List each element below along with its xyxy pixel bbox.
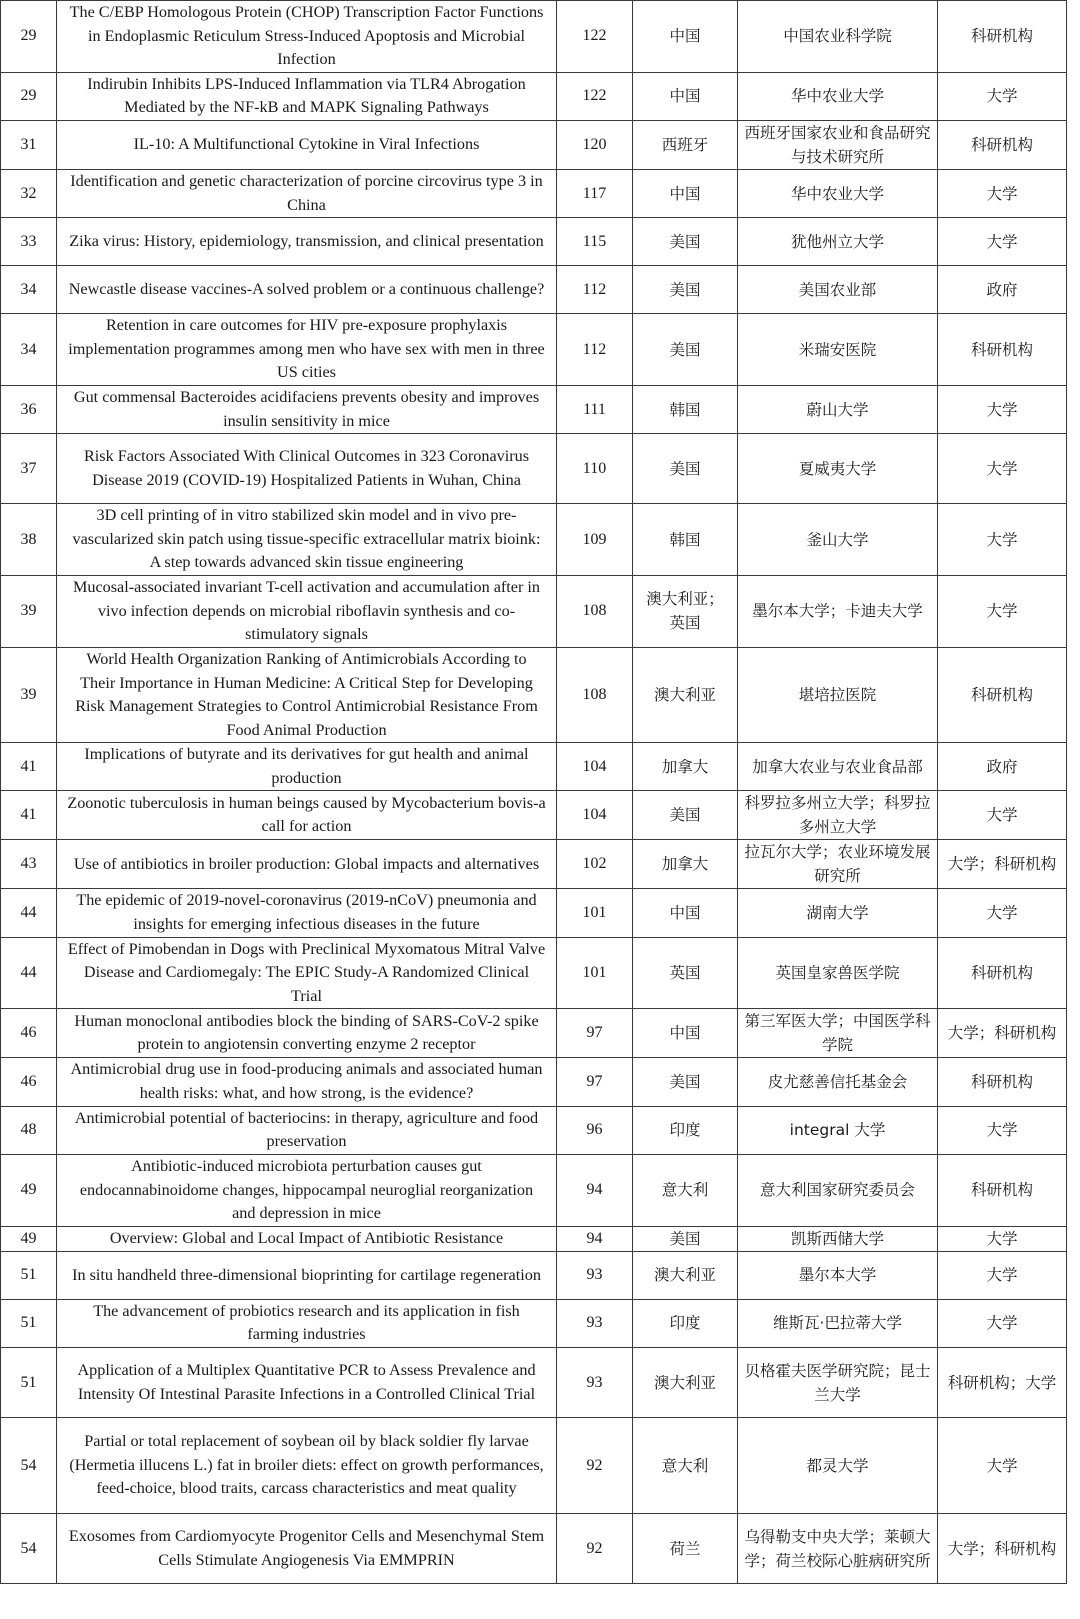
rank-cell: 46 [1, 1058, 57, 1106]
citations-cell: 93 [557, 1299, 633, 1347]
institution-cell: 犹他州立大学 [738, 218, 938, 266]
title-cell: IL-10: A Multifunctional Cytokine in Viral Infections [57, 120, 557, 169]
rank-cell: 36 [1, 385, 57, 433]
rank-cell: 31 [1, 120, 57, 169]
type-cell: 大学 [938, 575, 1067, 647]
country-cell: 澳大利亚 [633, 647, 738, 742]
type-cell: 科研机构 [938, 1, 1067, 73]
citations-cell: 102 [557, 840, 633, 889]
title-cell: Newcastle disease vaccines-A solved problem or a continuous challenge? [57, 266, 557, 314]
table-row [1, 1058, 1067, 1106]
rank-cell: 39 [1, 575, 57, 647]
table-row [1, 1154, 1067, 1226]
type-cell: 科研机构 [938, 1154, 1067, 1226]
title-cell: World Health Organization Ranking of Antimicrobials According to Their Importance in Human Medicine: A Critical Step for Developing Risk Management Strategies to Control Antimicrobial Resistance From Food Animal Production [57, 647, 557, 742]
institution-cell: 拉瓦尔大学；农业环境发展研究所 [738, 840, 938, 889]
type-cell: 大学 [938, 1299, 1067, 1347]
title-cell: Exosomes from Cardiomyocyte Progenitor Cells and Mesenchymal Stem Cells Stimulate Angiogenesis Via EMMPRIN [57, 1514, 557, 1584]
type-cell: 大学；科研机构 [938, 1009, 1067, 1058]
country-cell: 美国 [633, 266, 738, 314]
title-cell: Antimicrobial potential of bacteriocins: in therapy, agriculture and food preservation [57, 1106, 557, 1154]
table-row [1, 72, 1067, 120]
title-cell: Identification and genetic characterization of porcine circovirus type 3 in China [57, 169, 557, 217]
type-cell: 大学 [938, 1418, 1067, 1514]
institution-cell: 中国农业科学院 [738, 1, 938, 73]
type-cell: 科研机构 [938, 1058, 1067, 1106]
rank-cell: 37 [1, 434, 57, 504]
country-cell: 美国 [633, 791, 738, 840]
citations-cell: 122 [557, 1, 633, 73]
rank-cell: 49 [1, 1226, 57, 1251]
country-cell: 澳大利亚 [633, 1251, 738, 1299]
institution-cell: 美国农业部 [738, 266, 938, 314]
country-cell: 印度 [633, 1106, 738, 1154]
title-cell: Retention in care outcomes for HIV pre-exposure prophylaxis implementation programmes among men who have sex with men in three US cities [57, 314, 557, 386]
citations-cell: 93 [557, 1251, 633, 1299]
citations-cell: 120 [557, 120, 633, 169]
citations-cell: 101 [557, 937, 633, 1009]
country-cell: 韩国 [633, 504, 738, 576]
country-cell: 加拿大 [633, 840, 738, 889]
institution-cell: integral 大学 [738, 1106, 938, 1154]
rank-cell: 34 [1, 266, 57, 314]
country-cell: 美国 [633, 314, 738, 386]
type-cell: 大学 [938, 1251, 1067, 1299]
type-cell: 大学 [938, 791, 1067, 840]
citations-cell: 101 [557, 889, 633, 937]
title-cell: Human monoclonal antibodies block the binding of SARS-CoV-2 spike protein to angiotensin converting enzyme 2 receptor [57, 1009, 557, 1058]
country-cell: 西班牙 [633, 120, 738, 169]
title-cell: The epidemic of 2019-novel-coronavirus (2019-nCoV) pneumonia and insights for emerging infectious diseases in the future [57, 889, 557, 937]
type-cell: 大学 [938, 504, 1067, 576]
table-row [1, 169, 1067, 217]
table-row [1, 385, 1067, 433]
citations-cell: 104 [557, 743, 633, 791]
institution-cell: 意大利国家研究委员会 [738, 1154, 938, 1226]
title-cell: Zoonotic tuberculosis in human beings caused by Mycobacterium bovis-a call for action [57, 791, 557, 840]
rank-cell: 43 [1, 840, 57, 889]
country-cell: 印度 [633, 1299, 738, 1347]
citations-cell: 111 [557, 385, 633, 433]
institution-cell: 釜山大学 [738, 504, 938, 576]
table-body [1, 1, 1067, 1584]
rank-cell: 48 [1, 1106, 57, 1154]
table-row [1, 434, 1067, 504]
table-row [1, 266, 1067, 314]
country-cell: 澳大利亚 [633, 1348, 738, 1418]
institution-cell: 维斯瓦·巴拉蒂大学 [738, 1299, 938, 1347]
institution-cell: 西班牙国家农业和食品研究与技术研究所 [738, 120, 938, 169]
type-cell: 大学；科研机构 [938, 840, 1067, 889]
institution-cell: 华中农业大学 [738, 72, 938, 120]
rank-cell: 32 [1, 169, 57, 217]
type-cell: 大学 [938, 889, 1067, 937]
rank-cell: 38 [1, 504, 57, 576]
type-cell: 大学 [938, 169, 1067, 217]
country-cell: 中国 [633, 72, 738, 120]
institution-cell: 湖南大学 [738, 889, 938, 937]
country-cell: 美国 [633, 1226, 738, 1251]
table-row [1, 743, 1067, 791]
institution-cell: 米瑞安医院 [738, 314, 938, 386]
citations-cell: 115 [557, 218, 633, 266]
citations-cell: 92 [557, 1514, 633, 1584]
type-cell: 政府 [938, 266, 1067, 314]
citations-cell: 94 [557, 1226, 633, 1251]
title-cell: Gut commensal Bacteroides acidifaciens prevents obesity and improves insulin sensitivity in mice [57, 385, 557, 433]
country-cell: 中国 [633, 1009, 738, 1058]
type-cell: 大学 [938, 72, 1067, 120]
rank-cell: 34 [1, 314, 57, 386]
table-row [1, 647, 1067, 742]
citations-cell: 94 [557, 1154, 633, 1226]
title-cell: Overview: Global and Local Impact of Antibiotic Resistance [57, 1226, 557, 1251]
citations-cell: 97 [557, 1009, 633, 1058]
institution-cell: 第三军医大学；中国医学科学院 [738, 1009, 938, 1058]
institution-cell: 堪培拉医院 [738, 647, 938, 742]
institution-cell: 贝格霍夫医学研究院；昆士兰大学 [738, 1348, 938, 1418]
table-row [1, 1009, 1067, 1058]
type-cell: 政府 [938, 743, 1067, 791]
country-cell: 中国 [633, 169, 738, 217]
type-cell: 大学 [938, 385, 1067, 433]
rank-cell: 46 [1, 1009, 57, 1058]
title-cell: Partial or total replacement of soybean oil by black soldier fly larvae (Hermetia illucens L.) fat in broiler diets: effect on growth performances, feed-choice, blood traits, carcass characteristics and meat quality [57, 1418, 557, 1514]
country-cell: 美国 [633, 1058, 738, 1106]
title-cell: Antimicrobial drug use in food-producing animals and associated human health risks: what, and how strong, is the evidence? [57, 1058, 557, 1106]
table-row [1, 1, 1067, 73]
rank-cell: 51 [1, 1251, 57, 1299]
citations-cell: 92 [557, 1418, 633, 1514]
institution-cell: 加拿大农业与农业食品部 [738, 743, 938, 791]
country-cell: 中国 [633, 889, 738, 937]
country-cell: 美国 [633, 218, 738, 266]
citations-cell: 108 [557, 647, 633, 742]
citations-cell: 117 [557, 169, 633, 217]
institution-cell: 蔚山大学 [738, 385, 938, 433]
citations-cell: 93 [557, 1348, 633, 1418]
table-row [1, 791, 1067, 840]
institution-cell: 墨尔本大学 [738, 1251, 938, 1299]
institution-cell: 墨尔本大学；卡迪夫大学 [738, 575, 938, 647]
table-row [1, 1514, 1067, 1584]
rank-cell: 41 [1, 743, 57, 791]
type-cell: 大学；科研机构 [938, 1514, 1067, 1584]
type-cell: 科研机构 [938, 647, 1067, 742]
table-row [1, 889, 1067, 937]
institution-cell: 乌得勒支中央大学；莱顿大学；荷兰校际心脏病研究所 [738, 1514, 938, 1584]
country-cell: 美国 [633, 434, 738, 504]
title-cell: Antibiotic-induced microbiota perturbation causes gut endocannabinoidome changes, hippocampal neuroglial reorganization and depression in mice [57, 1154, 557, 1226]
title-cell: Implications of butyrate and its derivatives for gut health and animal production [57, 743, 557, 791]
title-cell: Zika virus: History, epidemiology, transmission, and clinical presentation [57, 218, 557, 266]
rank-cell: 51 [1, 1299, 57, 1347]
type-cell: 科研机构；大学 [938, 1348, 1067, 1418]
institution-cell: 夏威夷大学 [738, 434, 938, 504]
citations-cell: 97 [557, 1058, 633, 1106]
title-cell: Risk Factors Associated With Clinical Outcomes in 323 Coronavirus Disease 2019 (COVID-19) Hospitalized Patients in Wuhan, China [57, 434, 557, 504]
table-row [1, 504, 1067, 576]
country-cell: 英国 [633, 937, 738, 1009]
type-cell: 大学 [938, 218, 1067, 266]
country-cell: 荷兰 [633, 1514, 738, 1584]
table-row [1, 1348, 1067, 1418]
citations-cell: 96 [557, 1106, 633, 1154]
table-row [1, 937, 1067, 1009]
rank-cell: 41 [1, 791, 57, 840]
type-cell: 大学 [938, 1106, 1067, 1154]
rank-cell: 29 [1, 1, 57, 73]
type-cell: 大学 [938, 1226, 1067, 1251]
institution-cell: 都灵大学 [738, 1418, 938, 1514]
country-cell: 中国 [633, 1, 738, 73]
citations-cell: 112 [557, 314, 633, 386]
rank-cell: 54 [1, 1418, 57, 1514]
title-cell: The advancement of probiotics research and its application in fish farming industries [57, 1299, 557, 1347]
country-cell: 澳大利亚；英国 [633, 575, 738, 647]
country-cell: 意大利 [633, 1418, 738, 1514]
rank-cell: 33 [1, 218, 57, 266]
title-cell: Application of a Multiplex Quantitative PCR to Assess Prevalence and Intensity Of Intestinal Parasite Infections in a Controlled Clinical Trial [57, 1348, 557, 1418]
table-row [1, 575, 1067, 647]
table-row [1, 1299, 1067, 1347]
citations-cell: 110 [557, 434, 633, 504]
rank-cell: 49 [1, 1154, 57, 1226]
table-row [1, 1106, 1067, 1154]
rank-cell: 54 [1, 1514, 57, 1584]
table-row [1, 218, 1067, 266]
table-row [1, 1418, 1067, 1514]
title-cell: Effect of Pimobendan in Dogs with Preclinical Myxomatous Mitral Valve Disease and Cardiomegaly: The EPIC Study-A Randomized Clinical Trial [57, 937, 557, 1009]
institution-cell: 科罗拉多州立大学；科罗拉多州立大学 [738, 791, 938, 840]
citations-cell: 109 [557, 504, 633, 576]
rank-cell: 51 [1, 1348, 57, 1418]
rank-cell: 29 [1, 72, 57, 120]
rank-cell: 44 [1, 937, 57, 1009]
country-cell: 意大利 [633, 1154, 738, 1226]
table-row [1, 1251, 1067, 1299]
citations-cell: 122 [557, 72, 633, 120]
title-cell: The C/EBP Homologous Protein (CHOP) Transcription Factor Functions in Endoplasmic Reticulum Stress-Induced Apoptosis and Microbial Infection [57, 1, 557, 73]
type-cell: 大学 [938, 434, 1067, 504]
type-cell: 科研机构 [938, 314, 1067, 386]
title-cell: In situ handheld three-dimensional bioprinting for cartilage regeneration [57, 1251, 557, 1299]
institution-cell: 凯斯西储大学 [738, 1226, 938, 1251]
rank-cell: 44 [1, 889, 57, 937]
table-row [1, 1226, 1067, 1251]
title-cell: 3D cell printing of in vitro stabilized skin model and in vivo pre-vascularized skin patch using tissue-specific extracellular matrix bioink: A step towards advanced skin tissue engineering [57, 504, 557, 576]
citations-cell: 108 [557, 575, 633, 647]
institution-cell: 英国皇家兽医学院 [738, 937, 938, 1009]
title-cell: Mucosal-associated invariant T-cell activation and accumulation after in vivo infection depends on microbial riboflavin synthesis and co-stimulatory signals [57, 575, 557, 647]
title-cell: Use of antibiotics in broiler production: Global impacts and alternatives [57, 840, 557, 889]
country-cell: 韩国 [633, 385, 738, 433]
rank-cell: 39 [1, 647, 57, 742]
country-cell: 加拿大 [633, 743, 738, 791]
title-cell: Indirubin Inhibits LPS-Induced Inflammation via TLR4 Abrogation Mediated by the NF-kB and MAPK Signaling Pathways [57, 72, 557, 120]
institution-cell: 华中农业大学 [738, 169, 938, 217]
table-row [1, 120, 1067, 169]
type-cell: 科研机构 [938, 937, 1067, 1009]
institution-cell: 皮尤慈善信托基金会 [738, 1058, 938, 1106]
table-row [1, 840, 1067, 889]
citations-cell: 112 [557, 266, 633, 314]
citations-cell: 104 [557, 791, 633, 840]
table-row [1, 314, 1067, 386]
type-cell: 科研机构 [938, 120, 1067, 169]
